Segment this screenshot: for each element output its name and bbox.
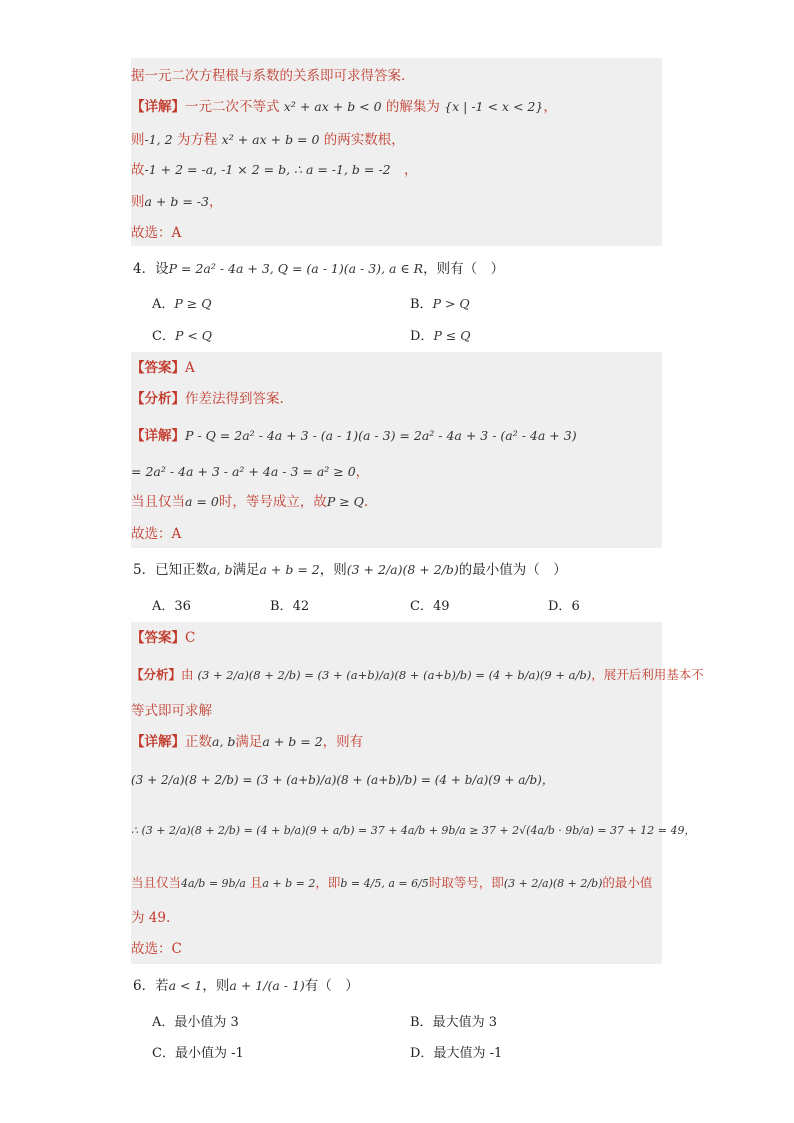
q5-option-d: D．6 xyxy=(548,599,580,614)
q3-detail-line1: 【详解】一元二次不等式 x² + ax + b < 0 的解集为 {x | -1 < x < 2}， xyxy=(131,99,557,115)
q5-option-b: B．42 xyxy=(270,599,310,614)
q5-stem: 5．已知正数a, b满足a + b = 2，则(3 + 2/a)(8 + 2/b)的最小值为（ ） xyxy=(133,562,567,578)
q3-final-answer: 故选：A xyxy=(131,225,182,241)
q6-option-a: A．最小值为 3 xyxy=(152,1015,239,1030)
q4-detail-line3: 当且仅当a = 0时，等号成立，故P ≥ Q. xyxy=(131,494,369,510)
q6-option-d: D．最大值为 -1 xyxy=(410,1046,503,1061)
q6-stem: 6．若a < 1，则a + 1/(a - 1)有（ ） xyxy=(133,978,359,994)
q5-detail-line4: 当且仅当4a/b = 9b/a 且a + b = 2，即b = 4/5, a = 6/5时取等号，即(3 + 2/a)(8 + 2/b)的最小值 xyxy=(131,875,653,890)
q4-option-b: B．P > Q xyxy=(410,296,470,312)
q6-option-c: C．最小值为 -1 xyxy=(152,1046,244,1061)
q5-option-a: A．36 xyxy=(152,599,191,614)
q5-analysis-line2: 等式即可求解 xyxy=(131,703,212,719)
q4-detail-line2: = 2a² - 4a + 3 - a² + 4a - 3 = a² ≥ 0， xyxy=(131,464,370,480)
q5-final-answer: 故选：C xyxy=(131,941,182,957)
q5-detail-line3: ∴ (3 + 2/a)(8 + 2/b) = (4 + b/a)(9 + a/b) = 37 + 4a/b + 9b/a ≥ 37 + 2√(4a/b · 9b/a) = 37 + 12 = 49， xyxy=(131,824,696,837)
q4-analysis: 【分析】作差法得到答案. xyxy=(131,391,284,407)
q4-option-d: D．P ≤ Q xyxy=(410,328,471,344)
q4-solution-block xyxy=(131,352,662,548)
q3-analysis: 据一元二次方程根与系数的关系即可求得答案. xyxy=(131,68,406,84)
q3-detail-line4: 则a + b = -3， xyxy=(131,194,223,210)
q5-detail-line5: 为 49. xyxy=(131,910,171,926)
q5-detail-line2: (3 + 2/a)(8 + 2/b) = (3 + (a+b)/a)(8 + (a+b)/b) = (4 + b/a)(9 + a/b)， xyxy=(131,773,554,787)
q4-detail-line1: 【详解】P - Q = 2a² - 4a + 3 - (a - 1)(a - 3) = 2a² - 4a + 3 - (a² - 4a + 3) xyxy=(131,428,577,444)
q3-detail-line3: 故-1 + 2 = -a, -1 × 2 = b, ∴ a = -1, b = -2 ， xyxy=(131,162,418,178)
q3-solution-block xyxy=(131,58,662,246)
q4-stem: 4．设P = 2a² - 4a + 3, Q = (a - 1)(a - 3), a ∈ R，则有（ ） xyxy=(133,261,505,277)
q4-option-a: A．P ≥ Q xyxy=(152,296,212,312)
q6-option-b: B．最大值为 3 xyxy=(410,1015,497,1030)
q5-answer: 【答案】C xyxy=(131,630,196,646)
q5-analysis-line1: 【分析】由 (3 + 2/a)(8 + 2/b) = (3 + (a+b)/a)(8 + (a+b)/b) = (4 + b/a)(9 + a/b)，展开后利用基本不 xyxy=(131,667,704,682)
q4-final-answer: 故选：A xyxy=(131,526,182,542)
q4-answer: 【答案】A xyxy=(131,360,195,376)
q5-option-c: C．49 xyxy=(410,599,450,614)
q4-option-c: C．P < Q xyxy=(152,328,213,344)
q3-detail-line2: 则-1, 2 为方程 x² + ax + b = 0 的两实数根， xyxy=(131,132,405,148)
q5-detail-line1: 【详解】正数a, b满足a + b = 2，则有 xyxy=(131,734,364,750)
